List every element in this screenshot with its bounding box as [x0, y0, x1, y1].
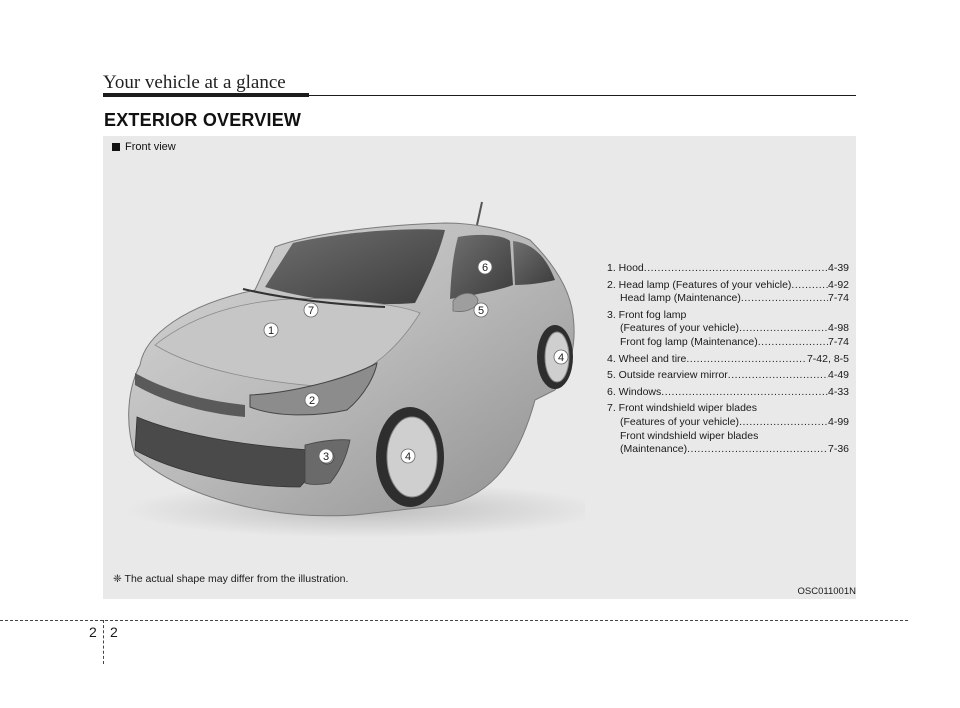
section-number: 2	[89, 624, 97, 640]
legend-item	[607, 309, 849, 350]
callout-3: 3	[322, 451, 330, 463]
callout-2: 2	[308, 395, 316, 407]
view-label	[112, 141, 176, 153]
callout-4-front: 4	[404, 451, 412, 463]
legend-item	[607, 353, 849, 367]
legend-row: 3. Front fog lamp	[607, 308, 687, 321]
legend-row: 5. Outside rearview mirror ..... 4-49	[607, 369, 849, 383]
legend-row: 6. Windows ..... 4-33	[607, 386, 849, 400]
header-rule	[103, 93, 309, 97]
legend-row: (Maintenance) ..... 7-36	[607, 443, 849, 457]
antenna	[477, 202, 482, 225]
illustration-note: ❈ The actual shape may differ from the illustration.	[113, 573, 349, 585]
legend-row: (Features of your vehicle) ..... 4-99	[607, 416, 849, 430]
car-illustration	[115, 195, 585, 540]
view-label-text: Front view	[125, 141, 176, 153]
legend-row: 1. Hood ..... 4-39	[607, 262, 849, 276]
square-bullet-icon	[112, 143, 120, 151]
parts-legend	[607, 262, 849, 460]
figure-code: OSC011001N	[797, 586, 856, 597]
legend-item	[607, 402, 849, 456]
legend-row: Front windshield wiper blades	[620, 429, 759, 442]
legend-row: 2. Head lamp (Features of your vehicle) ..... 4-92	[607, 279, 849, 293]
page-number: 2	[110, 624, 118, 640]
footer-rule	[0, 620, 908, 621]
legend-row: 7. Front windshield wiper blades	[607, 402, 757, 415]
header-rule-thin	[309, 95, 856, 96]
legend-item	[607, 369, 849, 383]
legend-row: 4. Wheel and tire ..... 7-42, 8-5	[607, 353, 849, 367]
callout-1: 1	[267, 325, 275, 337]
section-title: EXTERIOR OVERVIEW	[104, 110, 302, 130]
callout-7: 7	[307, 305, 315, 317]
windshield	[265, 229, 445, 304]
callout-6: 6	[481, 262, 489, 274]
legend-row: Head lamp (Maintenance) ..... 7-74	[607, 292, 849, 306]
callout-5: 5	[477, 305, 485, 317]
legend-row: Front fog lamp (Maintenance) ..... 7-74	[607, 336, 849, 350]
legend-item	[607, 386, 849, 400]
legend-item	[607, 279, 849, 306]
legend-row: (Features of your vehicle) ..... 4-98	[607, 322, 849, 336]
callout-4-rear: 4	[557, 352, 565, 364]
header-title: Your vehicle at a glance	[103, 72, 286, 93]
footer-divider	[103, 620, 104, 664]
legend-item	[607, 262, 849, 276]
